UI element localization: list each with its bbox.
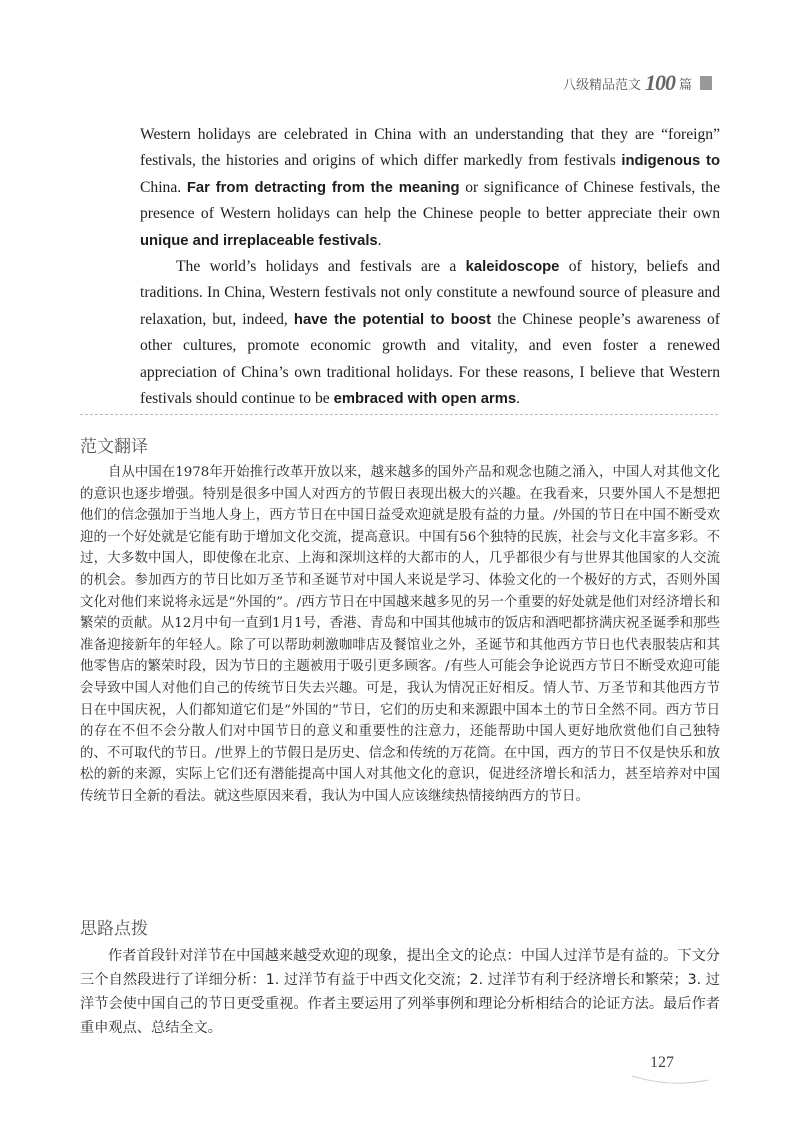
analysis-title: 思路点拨 [80,919,148,939]
page-number: 127 [650,1054,674,1071]
essay-key-phrase: embraced with open arms [333,391,517,408]
essay-text: The world’s holidays and festivals are a [176,258,466,276]
essay-text: . [377,231,382,249]
series-unit: 篇 [678,77,692,93]
section-divider [80,414,718,415]
essay-paragraph-1 [140,122,720,254]
essay-key-phrase: Far from detracting from the meaning [186,179,460,196]
series-number: 100 [644,70,675,95]
header-block-icon [700,76,712,90]
essay-text: or significance of Chinese festivals, the presence of Western holidays can help the Chinese people to better appreciate their own [140,178,720,223]
translation-text: 自从中国在1978年开始推行改革开放以来，越来越多的国外产品和观念也随之涌入，中国人对其他文化的意识也逐步增强。特别是很多中国人对西方的节假日表现出极大的兴趣。在我看来，只要外国人不是想把他们的信念强加于当地人身上，西方节日在中国日益受欢迎就是股有益的力量。/外国的节日在中国不断受欢迎的一个好处就是它能有助于增加文化交流，提高意识。中国有56个独特的民族，社会与文化丰富多彩。不过，大多数中国人，即使像在北京、上海和深圳这样的大都市的人，几乎都很少有与世界其他国家的人交流的机会。参加西方的节日比如万圣节和圣诞节对中国人来说是学习、体验文化的一个极好的方式，否则外国文化对他们来说将永远是“外国的”。/西方节日在中国越来越多见的另一个重要的好处就是他们对经济增长和繁荣的贡献。从12月中旬一直到1月1号，香港、青岛和中国其他城市的饭店和酒吧都挤满庆祝圣诞季和那些准备迎接新年的年轻人。除了可以帮助刺激咖啡店及餐馆业之外，圣诞节和其他西方节日也代表服装店和其他零售店的繁荣时段，因为节日的主题被用于吸引更多顾客。/有些人可能会争论说西方节日不断受欢迎可能会导致中国人对他们自己的传统节日失去兴趣。可是，我认为情况正好相反。情人节、万圣节和其他西方节日在中国庆祝，人们都知道它们是“外国的”节日，它们的历史和来源跟中国本土的节日全然不同。西方节日的存在不但不会分散人们对中国节日的意义和重要性的注意力，还能帮助中国人更好地欣赏他们自己独特的、不可取代的节日。/世界上的节假日是历史、信念和传统的万花筒。在中国，西方的节日不仅是快乐和放松的新的来源，实际上它们还有潜能提高中国人对其他文化的意识，促进经济增长和活力，甚至培养对中国传统节日全新的看法。就这些原因来看，我认为中国人应该继续热情接纳西方的节日。 [80,465,720,804]
essay-key-phrase: have the potential to boost [293,311,492,328]
english-essay [140,122,720,412]
essay-text: China. [140,178,187,196]
essay-text: Western holidays are celebrated in China with an understanding that they are “foreign” festivals, the histories and origins of which differ markedly from festivals [140,126,720,170]
analysis-body [80,944,720,1040]
running-header [563,70,712,96]
analysis-text: 作者首段针对洋节在中国越来越受欢迎的现象，提出全文的论点：中国人过洋节是有益的。下文分三个自然段进行了详细分析：1. 过洋节有益于中西文化交流；2. 过洋节有利于经济增长和繁荣；3. 过洋节会使中国自己的节日更受重视。作者主要运用了列举事例和理论分析相结合的论证方法。最后作者重申观点、总结全文。 [80,948,720,1036]
essay-key-phrase: kaleidoscope [465,259,560,276]
essay-text: the Chinese people’s awareness of other cultures, promote economic growth and vitality, and even foster a renewed appreciation of China’s own traditional holidays. For these reasons, I believe that Western festivals should continue to be [140,310,720,408]
translation-body [80,462,720,808]
page-curve-decoration [630,1074,710,1088]
essay-key-phrase: unique and irreplaceable festivals [140,232,378,249]
series-label: 八级精品范文 [562,77,641,93]
translation-title: 范文翻译 [80,437,148,457]
essay-key-phrase: indigenous to [621,153,720,170]
essay-text: of history, beliefs and traditions. In China, Western festivals not only constitute a newfound source of pleasure and relaxation, but, indeed, [140,258,721,328]
essay-paragraph-2 [140,254,720,412]
essay-text: . [516,390,521,408]
